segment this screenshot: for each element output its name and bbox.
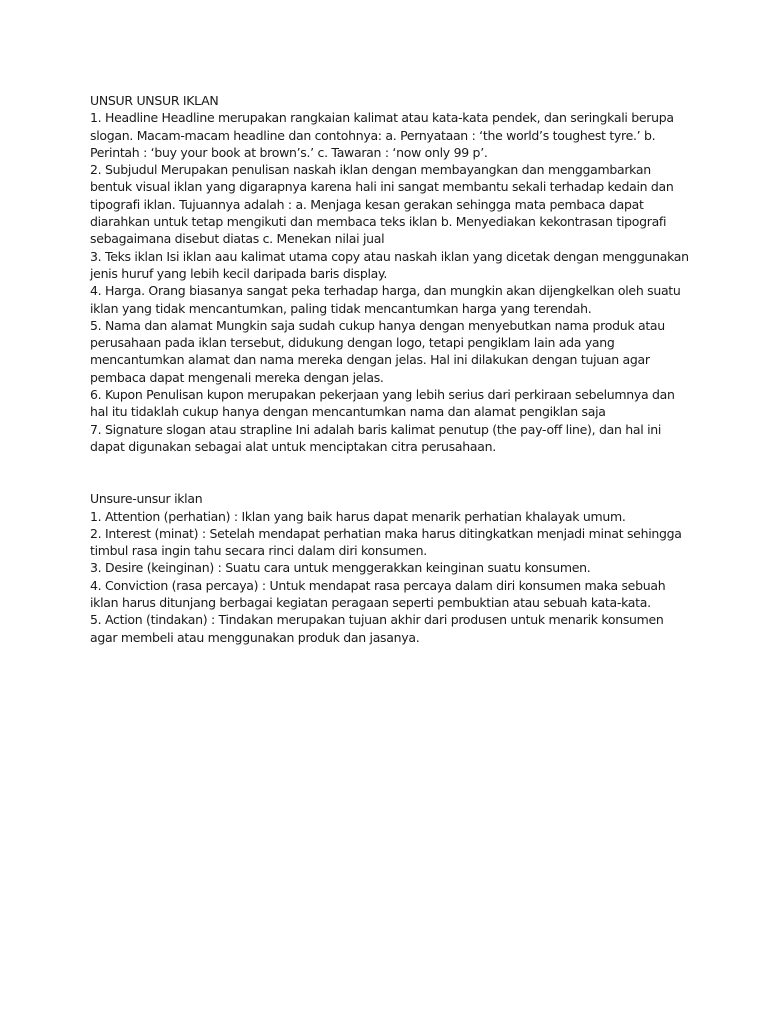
section-spacer bbox=[90, 455, 690, 490]
section-1-item-7: 7. Signature slogan atau strapline Ini adalah baris kalimat penutup (the pay-off line), dan hal ini dapat digunakan sebagai alat untuk menciptakan citra perusahaan. bbox=[90, 421, 662, 454]
section-2-item-3: 3. Desire (keinginan) : Suatu cara untuk menggerakkan keinginan suatu konsumen. bbox=[90, 560, 591, 576]
section-1-title: UNSUR UNSUR IKLAN bbox=[90, 93, 219, 108]
document-body bbox=[90, 92, 690, 646]
section-2-title: Unsure-unsur iklan bbox=[90, 491, 203, 507]
section-1-item-4: 4. Harga. Orang biasanya sangat peka terhadap harga, dan mungkin akan dijengkelkan oleh suatu iklan yang tidak mencantumkan, paling tidak mencantumkan harga yang terendah. bbox=[90, 283, 681, 316]
section-2-item-1: 1. Attention (perhatian) : Iklan yang baik harus dapat menarik perhatian khalayak umum. bbox=[90, 508, 626, 524]
section-1-item-5: 5. Nama dan alamat Mungkin saja sudah cukup hanya dengan menyebutkan nama produk atau perusahaan pada iklan tersebut, didukung dengan logo, tetapi pengiklam lain ada yang mencantumkan alamat dan nama mereka dengan jelas. Hal ini dilakukan dengan tujuan agar pembaca dapat mengenali mereka dengan jelas. bbox=[90, 317, 665, 385]
section-2-item-4: 4. Conviction (rasa percaya) : Untuk mendapat rasa percaya dalam diri konsumen maka sebuah iklan harus ditunjang berbagai kegiatan peragaan seperti pembuktian atau sebuah kata-kata. bbox=[90, 577, 666, 611]
section-2-item-5: 5. Action (tindakan) : Tindakan merupakan tujuan akhir dari produsen untuk menarik konsumen agar membeli atau menggunakan produk dan jasanya. bbox=[90, 612, 664, 645]
section-1-item-6: 6. Kupon Penulisan kupon merupakan pekerjaan yang lebih serius dari perkiraan sebelumnya dan hal itu tidaklah cukup hanya dengan mencantumkan nama dan alamat pengiklan saja bbox=[90, 387, 675, 420]
section-1-item-3: 3. Teks iklan Isi iklan aau kalimat utama copy atau naskah iklan yang dicetak dengan menggunakan jenis huruf yang lebih kecil daripada baris display. bbox=[90, 248, 689, 281]
section-1-item-1: 1. Headline Headline merupakan rangkaian kalimat atau kata-kata pendek, dan seringkali berupa slogan. Macam-macam headline dan contohnya: a. Pernyataan : ‘the world’s toughest tyre.’ b. Perintah : ‘buy your book at brown’s.’ c. Tawaran : ‘now only 99 p’. bbox=[90, 110, 674, 160]
section-2-item-2: 2. Interest (minat) : Setelah mendapat perhatian maka harus ditingkatkan menjadi minat sehingga timbul rasa ingin tahu secara rinci dalam diri konsumen. bbox=[90, 525, 682, 559]
section-1-item-2: 2. Subjudul Merupakan penulisan naskah iklan dengan membayangkan dan menggambarkan bentuk visual iklan yang digarapnya karena hali ini sangat membantu sekali terhadap kedain dan tipografi iklan. Tujuannya adalah : a. Menjaga kesan gerakan sehingga mata pembaca dapat diarahkan untuk tetap mengikuti dan membaca teks iklan b. Menyediakan kekontrasan tipografi sebagaimana disebut diatas c. Menekan nilai jual bbox=[90, 162, 674, 247]
